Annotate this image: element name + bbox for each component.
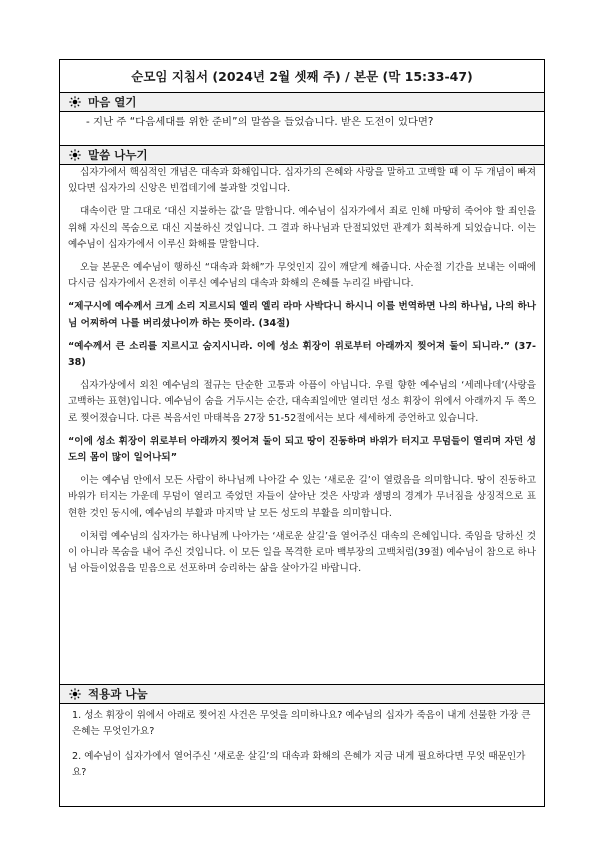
- paragraph: 이는 예수님 안에서 모든 사람이 하나님께 나아갈 수 있는 ‘새로운 길’이 열렸음을 의미합니다. 땅이 진동하고 바위가 터지는 가운데 무덤이 열리고 죽었던 자들이 살아난 것은 사망과 생명의 경계가 무너짐을 상징적으로 표현한 것인 동시에, 예수님의 부활과 마지막 날 모든 성도의 부활을 의미합니다.: [68, 475, 536, 519]
- paragraph: 이처럼 예수님의 십자가는 하나님께 나아가는 ‘새로운 살길’을 열어주신 대속의 은혜입니다. 죽임을 당하신 것이 아니라 목숨을 내어 주신 것입니다. 이 모든 일을 목격한 로마 백부장의 고백처럼(39절) 예수님이 참으로 하나님 아들이었음을 믿음으로 선포하며 승리하는 삶을 살아가길 바랍니다.: [68, 530, 536, 575]
- sun-icon: [69, 149, 81, 161]
- scripture-quote: “예수께서 큰 소리를 지르시고 숨지시니라. 이에 성소 휘장이 위로부터 아래까지 찢어져 둘이 되니라.” (37-38): [68, 340, 536, 369]
- section-body: [60, 704, 544, 781]
- page-title: 순모임 지침서 (2024년 2월 셋째 주) / 본문 (막 15:33-47): [60, 60, 544, 93]
- discussion-question: 2. 예수님이 십자가에서 열어주신 ‘새로운 살길’의 대속과 화해의 은혜가 지금 내게 필요하다면 무엇 때문인가요?: [72, 751, 526, 778]
- opening-question: - 지난 주 “다음세대를 위한 준비”의 말씀을 들었습니다. 받은 도전이 있다면?: [86, 116, 434, 128]
- scripture-quote: “제구시에 예수께서 크게 소리 지르시되 엘리 엘리 라마 사박다니 하시니 이를 번역하면 나의 하나님, 나의 하나님 어찌하여 나를 버리셨나이까 하는 뜻이라. (34절): [68, 301, 536, 329]
- section-heading: 말씀 나누기: [88, 148, 148, 162]
- discussion-question: 1. 성소 휘장이 위에서 아래로 찢어진 사건은 무엇을 의미하나요? 예수님의 십자가 죽음이 내게 선물한 가장 큰 은혜는 무엇인가요?: [72, 710, 531, 737]
- section-heading: 적용과 나눔: [88, 687, 148, 701]
- paragraph: 대속이란 말 그대로 ‘대신 지불하는 값’을 말합니다. 예수님이 십자가에서 죄로 인해 마땅히 죽어야 할 죄인을 위해 자신의 목숨으로 대신 지불하신 것입니다. 그 결과 하나님과 단절되었던 관계가 회복하게 되었습니다. 이는 예수님이 십자가에서 이루신 화해를 말합니다.: [68, 206, 536, 250]
- section-header: [60, 685, 544, 704]
- worksheet-frame: [59, 59, 545, 807]
- section-body: [60, 165, 544, 577]
- paragraph: 십자가에서 핵심적인 개념은 대속과 화해입니다. 십자가의 은혜와 사랑을 말하고 고백할 때 이 두 개념이 빠져 있다면 십자가의 신앙은 빈껍데기에 불과할 것입니다.: [68, 167, 536, 195]
- section-heading: 마음 열기: [88, 95, 137, 109]
- section-application: [60, 685, 544, 807]
- section-header: [60, 146, 544, 165]
- section-open-heart: [60, 93, 544, 146]
- paragraph: 오늘 본문은 예수님이 행하신 “대속과 화해”가 무엇인지 깊이 깨닫게 해줍니다. 사순절 기간을 보내는 이때에 다시금 십자가에서 온전히 이루신 예수님의 대속과 화해의 은혜를 누리길 바랍니다.: [68, 262, 536, 290]
- section-word-sharing: [60, 146, 544, 685]
- sun-icon: [69, 96, 81, 108]
- section-header: [60, 93, 544, 112]
- sun-icon: [69, 688, 81, 700]
- scripture-quote: “이에 성소 휘장이 위로부터 아래까지 찢어져 둘이 되고 땅이 진동하며 바위가 터지고 무덤들이 열리며 자던 성도의 몸이 많이 일어나되”: [68, 435, 536, 464]
- paragraph: 십자가상에서 외친 예수님의 절규는 단순한 고통과 아픔이 아닙니다. 우릴 향한 예수님의 ‘세레나데’(사랑을 고백하는 표현)입니다. 예수님이 숨을 거두시는 순간, 대속죄일에만 열리던 성소 휘장이 위에서 아래까지 두 쪽으로 찢어졌습니다. 다른 복음서인 마태복음 27장 51-52절에서는 보다 세세하게 증언하고 있습니다.: [68, 380, 536, 424]
